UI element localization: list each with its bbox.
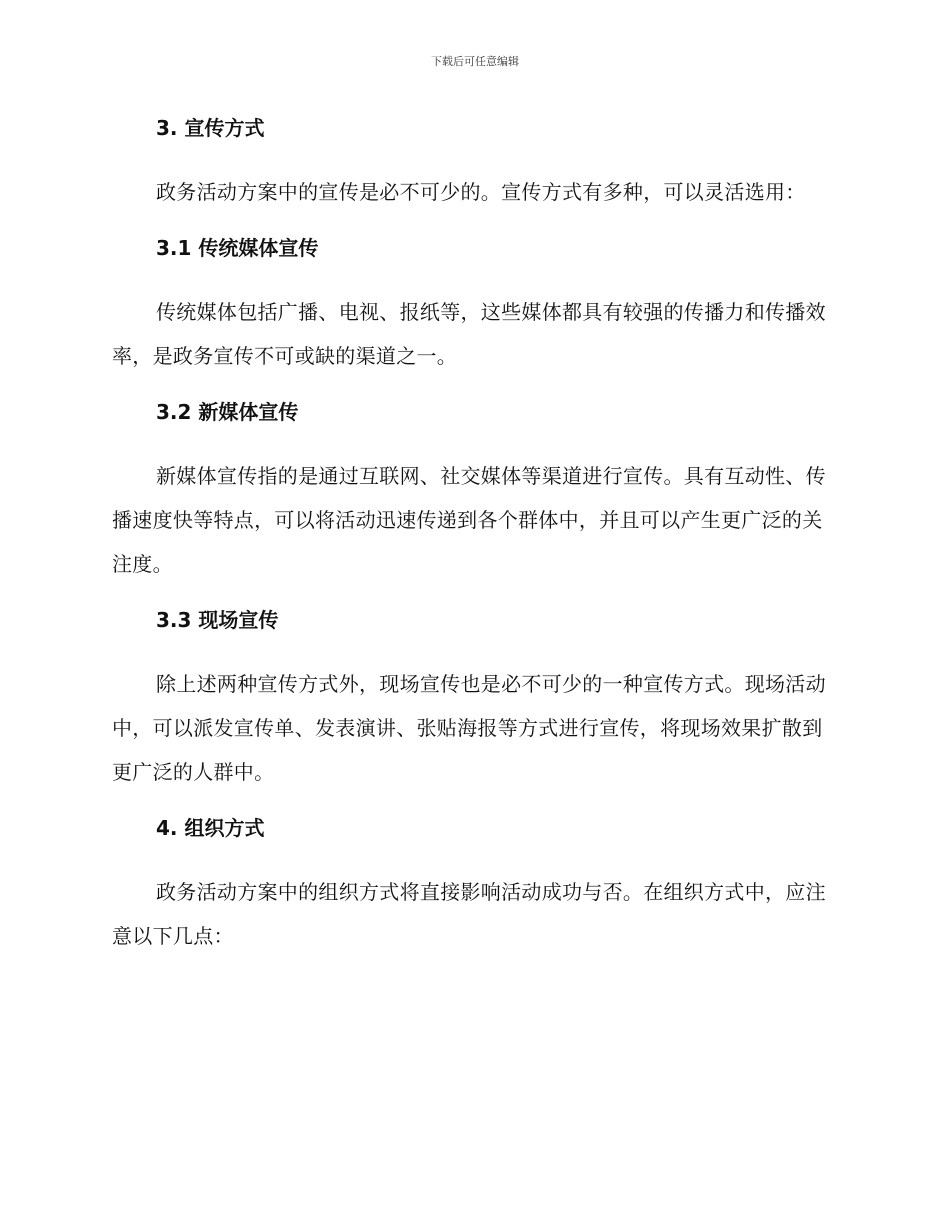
section-heading-3-2: 3.2 新媒体宣传: [156, 400, 299, 424]
section-heading-4: 4. 组织方式: [156, 816, 265, 840]
document-body: [112, 110, 832, 958]
section-paragraph-3-3: 除上述两种宣传方式外，现场宣传也是必不可少的一种宣传方式。现场活动中，可以派发宣传单、发表演讲、张贴海报等方式进行宣传，将现场效果扩散到更广泛的人群中。: [112, 672, 826, 784]
page-header: 下载后可任意编辑: [431, 55, 519, 68]
section-heading-3-3: 3.3 现场宣传: [156, 608, 279, 632]
section-paragraph-3: 政务活动方案中的宣传是必不可少的。宣传方式有多种，可以灵活选用：: [156, 180, 806, 204]
section-heading-3: 3. 宣传方式: [156, 116, 265, 140]
section-paragraph-3-1: 传统媒体包括广播、电视、报纸等，这些媒体都具有较强的传播力和传播效率，是政务宣传不可或缺的渠道之一。: [112, 300, 826, 368]
section-paragraph-3-2: 新媒体宣传指的是通过互联网、社交媒体等渠道进行宣传。具有互动性、传播速度快等特点，可以将活动迅速传递到各个群体中，并且可以产生更广泛的关注度。: [112, 464, 826, 576]
section-paragraph-4: 政务活动方案中的组织方式将直接影响活动成功与否。在组织方式中，应注意以下几点：: [112, 880, 826, 948]
section-heading-3-1: 3.1 传统媒体宣传: [156, 236, 319, 260]
